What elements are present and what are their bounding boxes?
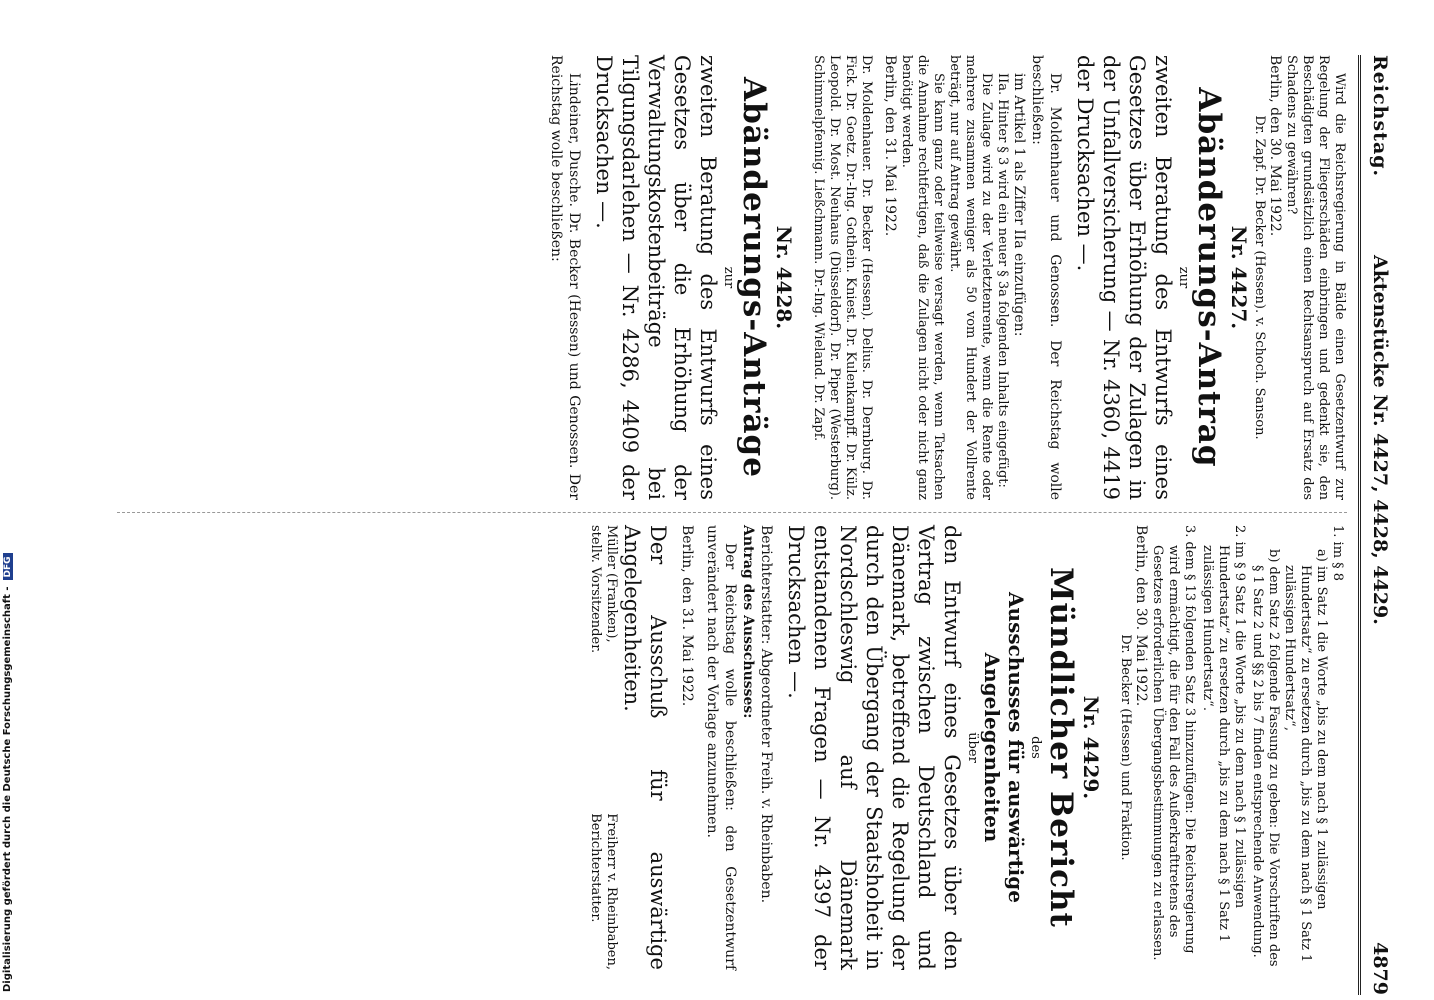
- doc-4429-ueber: über: [965, 732, 980, 763]
- doc-4429-antrag-title: Antrag des Ausschusses:: [740, 525, 756, 719]
- header-left: Reichstag.: [1369, 55, 1391, 178]
- signature-left: Müller (Franken), stellv. Vorsitzender.: [588, 525, 619, 654]
- doc-4429-signatures: [587, 525, 619, 970]
- doc-4428-heading: Abänderungs-Anträge: [736, 77, 772, 478]
- signature-right: Freiherr v. Rheinbaben, Berichterstatter.: [588, 813, 619, 970]
- doc-4427-signers: Dr. Moldenhauer. Dr. Becker (Hessen). Delius. Dr. Dernburg. Dr. Fick. Dr. Goetz. Dr.-Ing. Gothein. Kniest. Dr. Kulenkampff. Dr. Külz. Leopold. Dr. Most. Neuhaus (Düsseldorf). Dr. Piper (Westerburg). Schimmelpfennig. Ließchmann. Dr.-Ing. Wieland. Dr. Zapf.: [811, 55, 874, 500]
- doc-4429-heading: Mündlicher Bericht: [1043, 567, 1079, 928]
- right-date-1: Berlin, den 30. Mai 1922.: [1133, 525, 1149, 707]
- column-divider: [117, 512, 1347, 514]
- header-title: Aktenstücke Nr. 4427, 4428, 4429.: [1369, 255, 1391, 625]
- doc-4429-subject: den Entwurf eines Gesetzes über den Vertrag zwischen Deutschland und Dänemark, betreffend die Regelung der durch den Übergang der Staatshoheit in Nordschleswig auf Dänemark entstandenen Fragen — Nr. 4397 der Drucksachen —.: [784, 525, 964, 970]
- dfg-logo: DFG: [3, 553, 13, 580]
- intro-date: Berlin, den 30. Mai 1922.: [1267, 55, 1283, 237]
- amendment-item-2: 2. im § 9 Satz 1 die Worte „bis zu dem nach § 1 zulässigen Hundertsatz“ zu ersetzen durch „bis zu dem nach § 1 Satz 1 zulässigen Hundertsatz“.: [1200, 525, 1247, 943]
- amendment-item-3: 3. dem § 13 folgenden Satz 3 hinzuzufügen: Die Reichsregierung wird ermächtigt, die für den Fall des Außerkrafttretens des Gesetzes erforderlichen Übergangsbestimmungen zu erlassen.: [1150, 525, 1197, 961]
- doc-4427-heading: Abänderungs-Antrag: [1191, 87, 1227, 468]
- doc-4427-intro: Dr. Moldenhauer und Genossen. Der Reichstag wolle beschließen:: [1029, 55, 1063, 500]
- doc-4427-article: im Artikel 1 als Ziffer IIa einzufügen:: [1011, 73, 1027, 337]
- doc-4429-date: Berlin, den 31. Mai 1922.: [679, 525, 695, 707]
- document-page: [95, 55, 1395, 995]
- footer-text: Digitalisierung gefördert durch die Deutsche Forschungsgemeinschaft -: [2, 586, 13, 992]
- doc-4428-subject: zweiten Beratung des Entwurfs eines Gesetzes über die Erhöhung der Verwaltungskostenbeiträge bei Tilgungsdarlehen — Nr. 4286, 4409 der Drucksachen —.: [592, 55, 720, 500]
- doc-4428-intro: Lindeiner, Dusche. Dr. Becker (Hessen) und Genossen. Der Reichstag wolle beschließen:: [548, 55, 582, 500]
- amendment-item-1b: b) dem Satz 2 folgende Fassung zu geben: Die Vorschriften des § 1 Satz 2 und §§ 2 bis 7 finden entsprechende Anwendung.: [1250, 549, 1281, 967]
- right-signature-1: Dr. Becker (Hessen) und Fraktion.: [1118, 634, 1133, 861]
- left-column: [117, 55, 1347, 500]
- doc-4427-date: Berlin, den 31. Mai 1922.: [882, 55, 898, 237]
- intro-text: Wird die Reichsregierung in Bälde einen Gesetzentwurf zur Regelung der Fliegerschäden einbringen und gedenkt sie, den Beschädigten grundsätzlich einen Rechtsanspruch auf Ersatz des Schadens zu gewähren?: [1284, 55, 1347, 500]
- doc-4429-committee: Ausschusses für auswärtige Angelegenheiten: [980, 592, 1028, 903]
- doc-4429-des: des: [1028, 736, 1043, 759]
- amendment-item-1: 1. im § 8: [1330, 525, 1345, 582]
- doc-4429-committee-name: Der Ausschuß für auswärtige Angelegenheiten.: [620, 525, 670, 970]
- doc-4428-zur: zur: [721, 266, 736, 289]
- doc-4427-number: Nr. 4427.: [1227, 225, 1251, 330]
- doc-4427-iia: IIa. Hinter § 3 wird ein neuer § 3a folgenden Inhalts eingefügt:: [995, 73, 1010, 488]
- doc-4429-reporter: Berichterstatter: Abgeordneter Freih. v. Rheinbaben.: [758, 525, 774, 904]
- right-column: [117, 525, 1347, 970]
- doc-4427-zur: zur: [1176, 266, 1191, 289]
- doc-4429-number: Nr. 4429.: [1079, 695, 1103, 800]
- doc-4427-subject: zweiten Beratung des Entwurfs eines Gesetzes über Erhöhung der Zulagen in der Unfallversicherung — Nr. 4360, 4419 der Drucksachen —.: [1073, 55, 1175, 500]
- doc-4427-quote-1: Die Zulage wird zu der Verletztenrente, wenn die Rente oder mehrere zusammen weniger als 50 vom Hundert der Vollrente beträgt, nur auf Antrag gewährt.: [947, 55, 994, 500]
- amendment-item-1a: a) im Satz 1 die Worte „bis zu dem nach § 1 zulässigen Hundertsatz“ zu ersetzen durch „bis zu dem nach § 1 Satz 1 zulässigen Hundertsatz“,: [1282, 549, 1329, 963]
- doc-4428-number: Nr. 4428.: [772, 225, 796, 330]
- digitization-footer: [2, 432, 16, 992]
- doc-4427-quote-2: Sie kann ganz oder teilweise versagt werden, wenn Tatsachen die Annahme rechtfertigen, daß die Zulagen nicht oder nicht ganz benötigt werden.: [899, 55, 946, 500]
- page-number: 4879: [1369, 942, 1391, 995]
- page-header: [1358, 55, 1395, 995]
- amendment-list: [1149, 525, 1345, 970]
- intro-signatures: Dr. Zapf. Dr. Becker (Hessen). v. Schoch. Sanson.: [1252, 115, 1267, 440]
- doc-4429-antrag: Der Reichstag wolle beschließen: den Gesetzentwurf unverändert nach der Vorlage anzunehmen.: [704, 525, 738, 970]
